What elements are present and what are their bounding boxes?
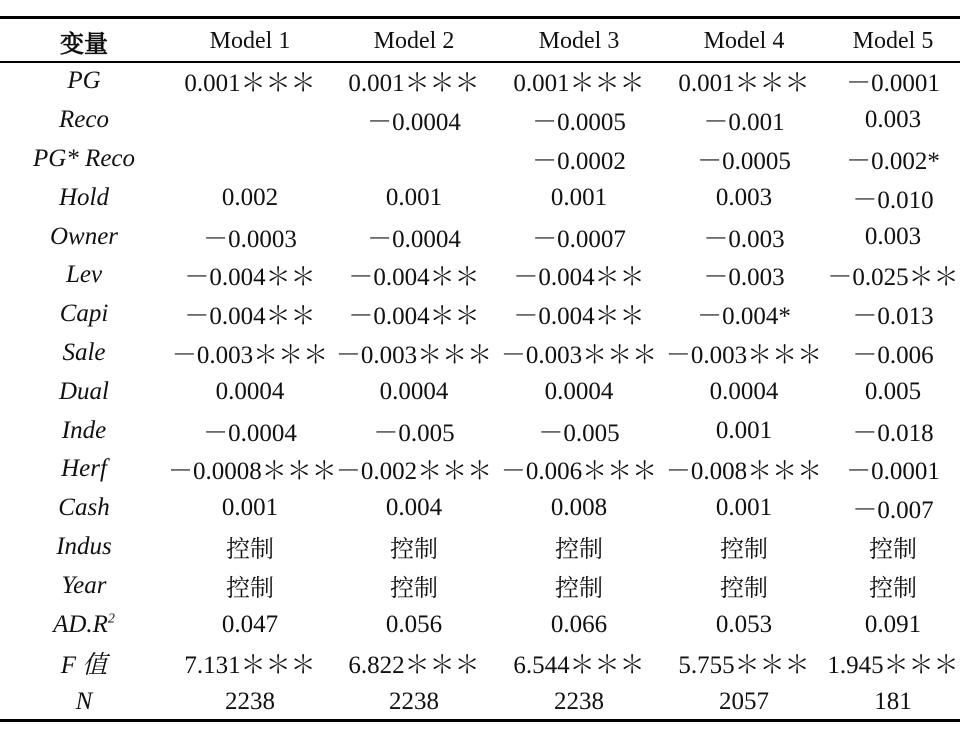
variable-label: Inde [61,416,107,444]
coefficient-cell: －0.002＊＊＊ [335,458,493,486]
variable-label: Sale [62,338,106,366]
coefficient-cell: 控制 [869,574,917,603]
variable-name [0,528,168,567]
coefficient-cell: －0.0004 [367,225,461,253]
coefficient-cell: 控制 [720,535,768,564]
coefficient-cell: －0.025＊＊ [827,264,959,292]
table-row [0,62,960,101]
coefficient-cell: 0.001＊＊＊ [678,70,810,98]
coefficient-cell: －0.006＊＊＊ [500,458,658,486]
coefficient-cell: 控制 [226,535,274,564]
variable-label: Hold [59,183,109,211]
variable-superscript: 2 [107,611,115,627]
table-row [0,140,960,179]
coefficient-cell: 0.091 [864,610,922,638]
coefficient-cell: －0.0005 [532,109,626,137]
coefficient-cell: 2057 [719,688,769,716]
variable-label: PG* Reco [32,144,136,172]
table-row [0,256,960,295]
variable-header: 变量 [60,29,108,58]
coefficient-cell [168,140,332,179]
coefficient-cell: 0.047 [221,610,279,638]
variable-label: Year [61,571,107,599]
coefficient-cell: 0.001 [715,494,773,522]
coefficient-cell: 0.001 [715,416,773,444]
coefficient-cell: －0.018 [852,419,934,447]
coefficient-cell: 0.056 [385,610,443,638]
coefficient-cell: 2238 [554,688,604,716]
coefficient-cell: 1.945＊＊＊ [827,652,959,680]
coefficient-cell: －0.004＊＊ [348,264,480,292]
variable-name [0,450,168,489]
coefficient-cell: －0.006 [852,341,934,369]
coefficient-cell [332,140,496,179]
variable-name [0,217,168,256]
coefficient-cell: －0.013 [852,303,934,331]
variable-label: Reco [59,106,109,134]
coefficient-cell: 控制 [390,535,438,564]
coefficient-cell: 0.053 [715,610,773,638]
coefficient-cell: －0.002* [846,147,940,175]
table-row [0,605,960,644]
coefficient-cell: －0.003 [703,264,785,292]
coefficient-cell: 控制 [555,535,603,564]
coefficient-cell: －0.004＊＊ [184,303,316,331]
regression-table [0,20,960,722]
model-header: Model 2 [373,27,455,54]
coefficient-cell: －0.007 [852,497,934,525]
variable-label: Capi [59,300,109,328]
coefficient-cell: －0.003＊＊＊ [665,341,823,369]
coefficient-cell: 0.0004 [709,377,779,405]
coefficient-cell: －0.004* [697,303,791,331]
coefficient-cell: －0.0007 [532,225,626,253]
model-header: Model 5 [852,27,934,54]
coefficient-cell: 0.001 [221,494,279,522]
coefficient-cell: 0.008 [550,494,608,522]
coefficient-cell: 0.001 [550,183,608,211]
table-row [0,489,960,528]
variable-label: Owner [49,222,119,250]
model-header: Model 3 [538,27,620,54]
coefficient-cell: 0.0004 [379,377,449,405]
coefficient-cell: －0.003＊＊＊ [500,341,658,369]
coefficient-cell: －0.0001 [846,70,940,98]
variable-label: Herf [61,455,107,483]
coefficient-cell: －0.003＊＊＊ [171,341,329,369]
table-row [0,644,960,683]
coefficient-cell: 2238 [389,688,439,716]
variable-name [0,140,168,179]
coefficient-cell: 控制 [720,574,768,603]
table-row [0,217,960,256]
coefficient-cell: 0.004 [385,494,443,522]
coefficient-cell: －0.008＊＊＊ [665,458,823,486]
coefficient-cell: 6.822＊＊＊ [348,652,480,680]
coefficient-cell: －0.0005 [697,147,791,175]
coefficient-cell: 0.003 [864,106,922,134]
coefficient-cell: 0.0004 [215,377,285,405]
variable-name [0,644,168,683]
model-header: Model 1 [209,27,291,54]
coefficient-cell: 0.001＊＊＊ [184,70,316,98]
variable-label: PG [67,67,101,95]
coefficient-cell: 0.001＊＊＊ [348,70,480,98]
coefficient-cell: 6.544＊＊＊ [513,652,645,680]
coefficient-cell: －0.004＊＊ [513,303,645,331]
coefficient-cell: 7.131＊＊＊ [184,652,316,680]
table-row [0,411,960,450]
table-row [0,101,960,140]
coefficient-cell: 控制 [226,574,274,603]
coefficient-cell: －0.003＊＊＊ [335,341,493,369]
variable-name [0,295,168,334]
coefficient-cell: 0.001＊＊＊ [513,70,645,98]
variable-name [0,101,168,140]
variable-name [0,256,168,295]
table-row [0,450,960,489]
coefficient-cell: －0.005 [538,419,620,447]
table-row [0,295,960,334]
coefficient-cell: －0.004＊＊ [184,264,316,292]
coefficient-cell: 0.005 [864,377,922,405]
coefficient-cell: 控制 [390,574,438,603]
coefficient-cell: 0.066 [550,610,608,638]
table-row [0,528,960,567]
variable-name [0,62,168,101]
variable-label: N [75,688,93,716]
coefficient-cell: 181 [874,688,912,716]
coefficient-cell: －0.004＊＊ [348,303,480,331]
variable-label: Dual [59,377,109,405]
coefficient-cell: －0.0004 [203,419,297,447]
variable-name [0,334,168,373]
variable-name [0,566,168,605]
table-row [0,334,960,373]
coefficient-cell [168,101,332,140]
variable-label: Lev [65,261,103,289]
coefficient-cell: －0.004＊＊ [513,264,645,292]
coefficient-cell: －0.001 [703,109,785,137]
variable-label: Cash [58,494,110,522]
variable-name [0,178,168,217]
variable-name [0,411,168,450]
coefficient-cell: 2238 [225,688,275,716]
coefficient-cell: 0.001 [385,183,443,211]
coefficient-cell: 控制 [555,574,603,603]
coefficient-cell: －0.0003 [203,225,297,253]
header-row [0,20,960,62]
coefficient-cell: 0.003 [715,183,773,211]
coefficient-cell: －0.003 [703,225,785,253]
top-rule [0,16,960,19]
coefficient-cell: 0.003 [864,222,922,250]
model-header: Model 4 [703,27,785,54]
variable-label: Indus [56,532,112,560]
variable-name [0,372,168,411]
coefficient-cell: －0.010 [852,186,934,214]
table-row [0,683,960,722]
table-row [0,566,960,605]
variable-name [0,489,168,528]
table-row [0,178,960,217]
variable-name [0,683,168,722]
variable-name [0,605,168,644]
coefficient-cell: 5.755＊＊＊ [678,652,810,680]
coefficient-cell: 控制 [869,535,917,564]
variable-label: F 值 [60,652,108,680]
coefficient-cell: 0.002 [221,183,279,211]
coefficient-cell: －0.0004 [367,109,461,137]
table-row [0,372,960,411]
coefficient-cell: －0.0001 [846,458,940,486]
coefficient-cell: －0.005 [373,419,455,447]
coefficient-cell: 0.0004 [544,377,614,405]
variable-label: AD.R [53,610,108,638]
coefficient-cell: －0.0002 [532,147,626,175]
coefficient-cell: －0.0008＊＊＊ [168,458,337,486]
